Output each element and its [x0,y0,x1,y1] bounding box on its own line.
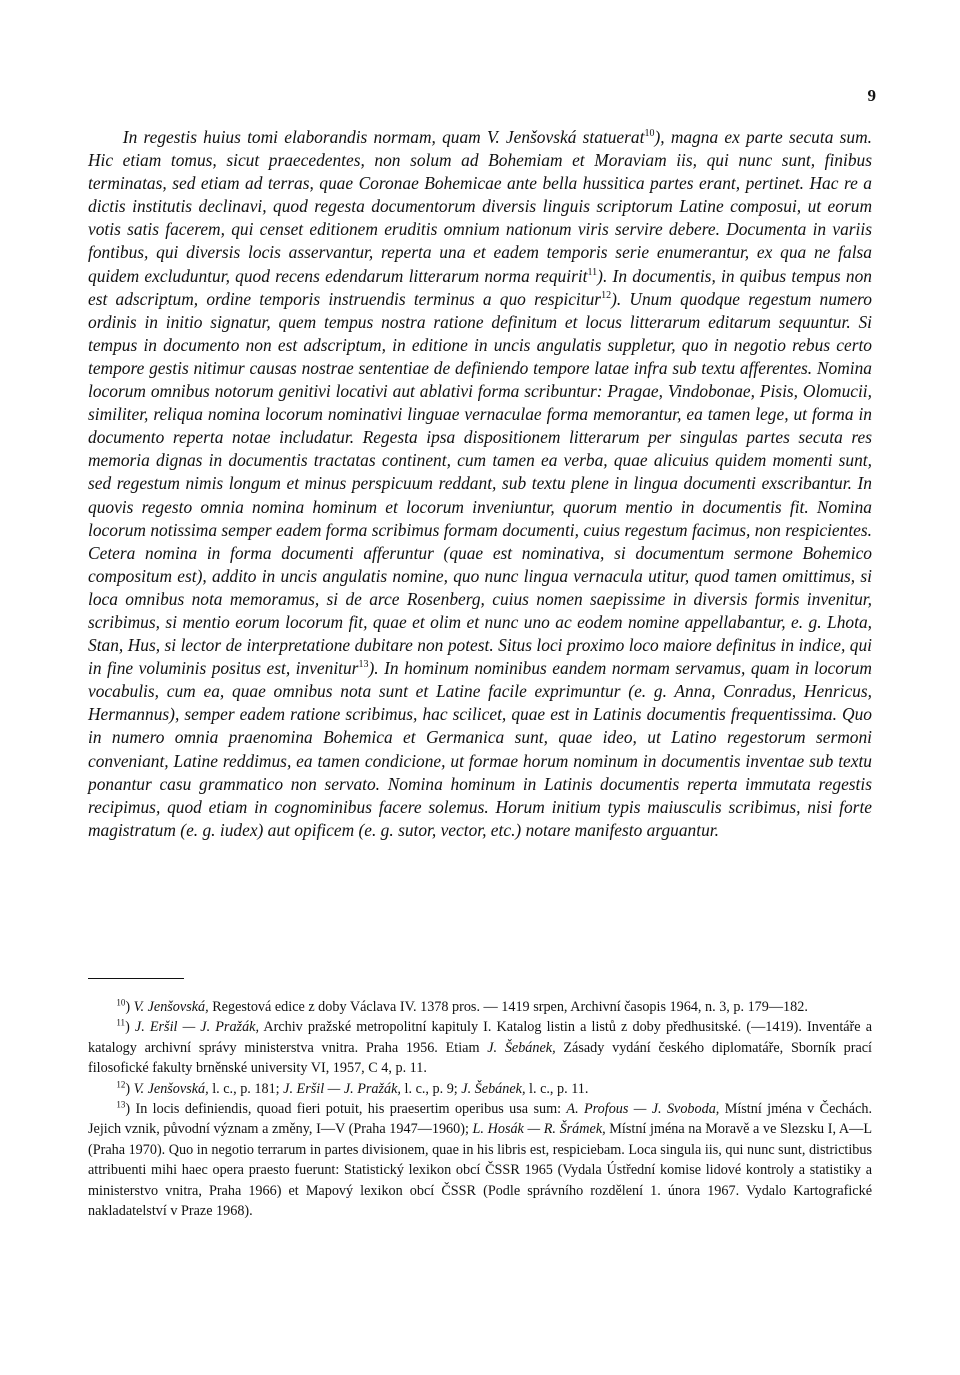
footnote-text: ) [125,1019,135,1036]
footnote-mark: 13 [116,1099,126,1110]
footnote-author: J. Šebánek, [487,1039,556,1056]
footnote-mark: 10 [116,997,126,1008]
footnote-author: V. Jenšovská, [133,1080,209,1097]
footnote-text: Archiv pražské metropolitní kapituly I. Katalog listin a listů z doby předhusitské. (—1419). Inventáře a katalogy archivní správy ministerstva vnitra. Praha 1956. Etiam [88,1019,872,1056]
footnote-text: l. c., p. 181; [208,1080,284,1097]
footnote-text: Zásady vydání českého diplomatáře, Sborník prací filosofické fakulty brněnské university VI, 1957, C 4, p. 11. [88,1039,872,1077]
footnote-text: Místní jména v Čechách. Jejich vznik, původní význam a změny, I—V (Praha 1947—1960); [88,1101,873,1138]
text-segment: In regestis huius tomi elaborandis normam, quam V. Jenšovská statuerat [122,127,645,147]
footnote-text: l. c., p. 11. [525,1080,589,1097]
footnote-ref-10[interactable]: 10 [644,128,655,140]
footnote-author: A. Profous — J. Svoboda, [566,1101,720,1118]
main-text-block [88,126,872,842]
footnote-ref-11[interactable]: 11 [587,266,598,278]
footnote-mark: 12 [116,1078,126,1089]
footnote-13 [88,1099,872,1221]
footnote-author: J. Šebánek, [461,1080,526,1097]
footnotes-block [88,997,872,1221]
footnote-10 [88,997,872,1017]
footnote-mark: 11 [116,1017,126,1028]
footnote-author: L. Hosák — R. Šrámek, [472,1121,606,1138]
footnote-text: ) [125,999,134,1015]
text-segment: ). Unum quodque regestum numero ordinis in initio signatur, quem tempus nostra ratione definitum et locus litterarum editarum sequuntur. Si tempus in documento non est adscriptum, in editione in uncis angulatis suppletur, quo in negotio rebus certo tempore gestis nitimur causas nostrae sententiae de definiendo tempore latae infra sub textu afferentes. Nomina locorum omnibus notorum genitivi locativi aut ablativi forma scribuntur: Pragae, Vindobonae, Pisis, Olomucii, similiter, reliqua nomina locorum nominativi linguae vernaculae forma memorantur, ea tamen lege, ut forma in documento reperta notae includatur. Regesta ipsa dispositionem litterarum per singulas partes secuta res memoria dignas in documentis tractatas continent, cum tamen ea verba, quae alicuius quidem momenti sunt, sed regestum nimis longum et minus perspicuum reddant, sub textu plene in lingua documenti exscribantur. In quovis regesto omnia nomina hominum et locorum inveniuntur, quorum mentio in documentis fit. Nomina locorum notissima semper eadem forma scribimus formam documenti, cuius regestum facimus, non respicientes. Cetera nomina in forma documenti afferuntur (quae est nominativa, si documentum sermone Bohemico compositum est), addito in uncis angulatis nomine, quo nunc lingua vernacula utitur, quod tamen omittimus, si loca omnibus nota memoramus, si de arce Rosenberg, cuius nomen saepissime in diversis formis invenitur, scribimus, si mentio eorum locorum fit, quae et olim et nunc uno ac eodem nomine appellabantur, e. g. Lhota, Stan, Hus, si lector de interpretatione dubitare non potest. Situs loci proximo loco maiore definitus in indice, qui in fine voluminis positus est, invenitur [88,288,872,679]
footnote-author: J. Eršil — J. Pražák, [283,1080,401,1097]
text-segment: ), magna ex parte secuta sum. Hic etiam tomus, sicut praecedentes, non solum ad Bohemiam et Moraviam iis, qui nunc sunt, finibus terminatas, sed etiam ad terras, quae Coronae Bohemicae ante bella hussitica partes erant, pertinet. Hac re a dictis institutis declinavi, quod regesta documentorum diversis linguis scriptorum Latine composui, ut eorum votis satis facerem, qui censet editionem eruditis omnium nationum viris servire debere. Documenta in variis fontibus, qui diversis locis asservantur, reperta una et eadem temporis serie enumerantur, ex qua ne falsa quidem excluduntur, quod recens edendarum litterarum norma requirit [88,127,872,286]
footnote-text: Místní jména na Moravě a ve Slezsku I, A—L (Praha 1970). Quo in negotio terrarum in partes divisionem, quae in his libris est, respiciebam. Loca singula iis, qui nunc sunt, districtibus attribuenti mihi haec opera praesto fuerunt: Statistický lexikon obcí ČSSR 1965 (Vydala Ústřední komise lidové kontroly a statistiky a ministerstvo vnitra, Praha 1966) et Mapový lexikon obcí ČSSR (Podle správního rozdělení 1. února 1967. Vydalo Kartografické nakladatelství v Praze 1968). [88,1121,872,1220]
footnote-12 [88,1079,872,1099]
footnote-separator [88,978,184,979]
footnote-ref-12[interactable]: 12 [601,289,612,301]
footnote-ref-13[interactable]: 13 [358,659,369,671]
text-segment: ). In documentis, in quibus tempus non est adscriptum, ordine temporis instruendis terminus a quo respicitur [88,265,872,309]
footnote-text: ) [125,1080,134,1097]
footnote-author: V. Jenšovská, [133,999,209,1015]
main-paragraph [88,126,872,842]
page-number: 9 [867,86,876,105]
footnote-author: J. Eršil — J. Pražák, [134,1019,260,1036]
footnote-text: l. c., p. 9; [400,1080,462,1097]
footnote-text: ) In locis definiendis, quoad fieri potuit, his praesertim operibus usa sum: [125,1101,567,1118]
footnote-11 [88,1017,872,1078]
footnote-text: Regestová edice z doby Václava IV. 1378 pros. — 1419 srpen, Archivní časopis 1964, n. 3, p. 179—182. [208,999,808,1015]
text-segment: ). In hominum nominibus eandem normam servamus, quam in locorum vocabulis, cum ea, quae omnibus nota sunt et Latine facile exprimuntur (e. g. Anna, Conradus, Henricus, Hermannus), semper eadem ratione scribimus, hac scilicet, quae est in Latinis documentis frequentissima. Quo in numero omnia praenomina Bohemica et Germanica sunt, quae ideo, ut Latino regestorum sermoni conveniant, Latine reddimus, ea tamen condicione, ut formae horum nominum in documentis inventae sub textu ponantur casu grammatico non servato. Nomina hominum in Latinis documentis reperta immutata regestis recipimus, quod etiam in cognominibus facere solemus. Horum initium typis maiusculis scribimus, nisi forte magistratum (e. g. iudex) aut opificem (e. g. sutor, vector, etc.) notare manifesto arguantur. [88,658,872,840]
